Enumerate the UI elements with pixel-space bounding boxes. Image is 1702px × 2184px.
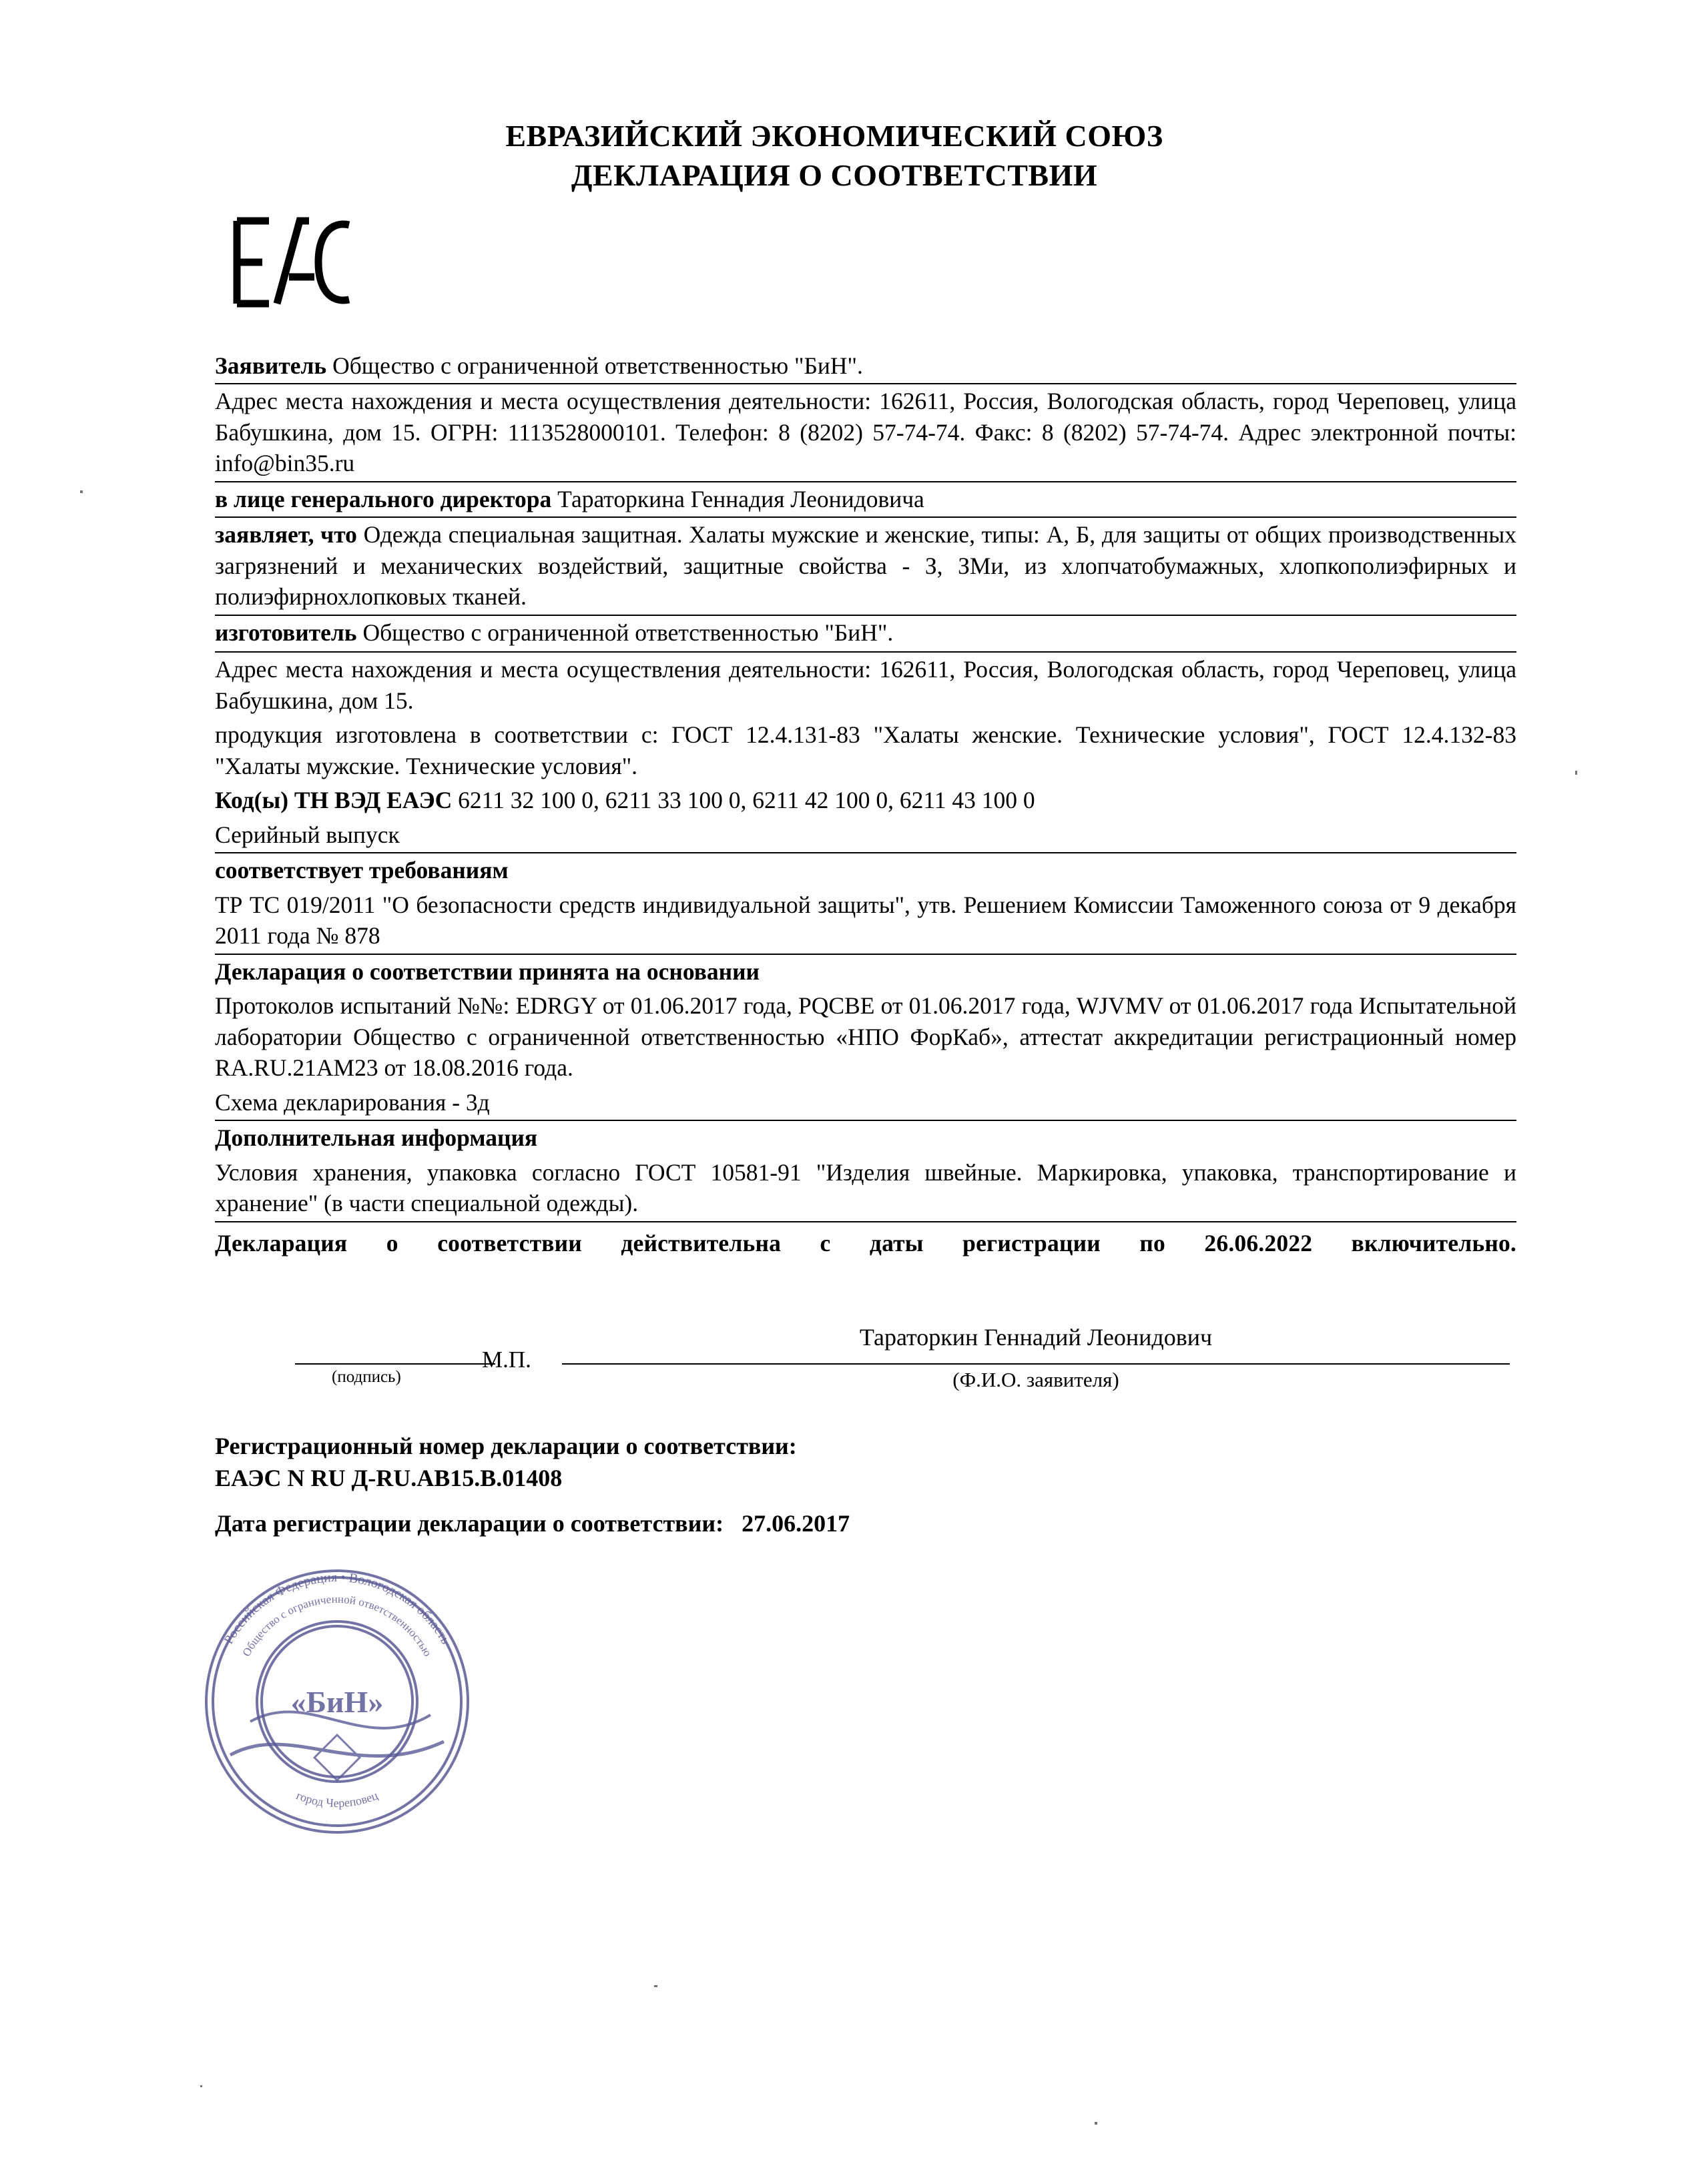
registration-number-value: ЕАЭС N RU Д-RU.AB15.B.01408 — [215, 1465, 563, 1492]
applicant-address: Адрес места нахождения и места осуществления деятельности: 162611, Россия, Вологодская область, город Череповец, улица Бабушкина, дом 15. ОГРН: 1113528000101. Телефон: 8 (8202) 57-74-74. Факс: 8 (8202) 57-74-74. Адрес электронной почты: info@bin35.ru — [215, 388, 1522, 477]
svg-text:«БиН»: «БиН» — [290, 1685, 384, 1719]
serial-value: Серийный выпуск — [215, 821, 400, 848]
serial-row — [215, 818, 1516, 854]
basis-value: Протоколов испытаний №№: EDRGY от 01.06.2017 года, PQCBE от 01.06.2017 года, WJVMV от 01.06.2017 года Испытательной лаборатории Общество с ограниченной ответственностью «НПО ФорКаб», аттестат аккредитации регистрационный номер RA.RU.21AM23 от 18.08.2016 года. — [215, 992, 1522, 1082]
document-title-line1: ЕВРАЗИЙСКИЙ ЭКОНОМИЧЕСКИЙ СОЮЗ — [505, 119, 1163, 153]
registration-number-label: Регистрационный номер декларации о соответствии: — [215, 1432, 797, 1459]
document-title-block — [93, 117, 1575, 196]
applicant-label: Заявитель — [215, 352, 327, 379]
product-description: Одежда специальная защитная. Халаты мужские и женские, типы: А, Б, для защиты от общих производственных загрязнений и механических воздействий, защитные свойства - З, ЗМи, из хлопчатобумажных, хлопкополиэфирных и полиэфирнохлопковых тканей. — [215, 521, 1522, 611]
scheme-row — [215, 1086, 1516, 1122]
stamp-abbreviation: М.П. — [482, 1346, 531, 1373]
declaration-body — [215, 349, 1522, 1537]
signature-caption: (подпись) — [332, 1367, 401, 1386]
manufacturer-label: изготовитель — [215, 619, 357, 646]
manufacturer-row — [215, 616, 1516, 651]
basis-value-row — [215, 989, 1522, 1086]
declaration-document-page — [0, 117, 1702, 2184]
scheme-value: Схема декларирования - 3д — [215, 1088, 490, 1116]
signer-name: Тараторкин Геннадий Леонидович — [859, 1323, 1213, 1351]
additional-info-value: Условия хранения, упаковка согласно ГОСТ 10581-91 "Изделия швейные. Маркировка, упаковка, транспортирование и хранение" (в части специальной одежды). — [215, 1158, 1522, 1217]
registration-block — [215, 1430, 1516, 1537]
svg-text:Общество с ограниченной ответс: Общество с ограниченной ответственностью — [240, 1592, 435, 1659]
validity-row: Декларация о соответствии действительна с даты регистрации по 26.06.2022 включительно. — [215, 1229, 1516, 1256]
conformity-value: ТР ТС 019/2011 "О безопасности средств индивидуальной защиты", утв. Решением Комиссии Таможенного союза от 9 декабря 2011 года № 878 — [215, 891, 1522, 950]
basis-label-row — [215, 955, 1516, 990]
manufacturer-address-row — [215, 653, 1522, 718]
company-round-stamp — [190, 1555, 484, 1848]
conformity-label: соответствует требованиям — [215, 857, 509, 884]
manufacturer-address: Адрес места нахождения и места осуществления деятельности: 162611, Россия, Вологодская область, город Череповец, улица Бабушкина, дом 15. — [215, 656, 1522, 714]
manufacturer-value: Общество с ограниченной ответственностью "БиН". — [362, 619, 894, 646]
registration-date-value: 27.06.2017 — [742, 1509, 850, 1537]
conformity-value-row — [215, 888, 1522, 955]
representative-value: Тараторкина Геннадия Леонидовича — [557, 485, 924, 512]
additional-label-row — [215, 1121, 1516, 1156]
signature-area — [215, 1266, 1516, 1410]
additional-value-row — [215, 1156, 1522, 1222]
document-title-line2: ДЕКЛАРАЦИЯ О СООТВЕТСТВИИ — [571, 157, 1098, 192]
tnved-value: 6211 32 100 0, 6211 33 100 0, 6211 42 100 0, 6211 43 100 0 — [458, 787, 1035, 814]
product-row — [215, 518, 1522, 616]
applicant-address-row — [215, 384, 1522, 482]
signer-line — [562, 1363, 1510, 1365]
applicant-row — [215, 349, 1516, 385]
svg-text:город Череповец: город Череповец — [294, 1788, 380, 1810]
standards-row — [215, 718, 1522, 783]
additional-info-label: Дополнительная информация — [215, 1124, 538, 1152]
svg-text:Российская Федерация • Вологод: Российская Федерация • Вологодская область — [221, 1569, 453, 1647]
eac-conformity-mark-icon — [230, 216, 357, 309]
registration-date-label: Дата регистрации декларации о соответствии: — [215, 1509, 724, 1537]
representative-row — [215, 482, 1516, 518]
tnved-row — [215, 783, 1516, 818]
registration-date-row — [215, 1509, 1516, 1537]
signer-caption: (Ф.И.О. заявителя) — [952, 1367, 1119, 1391]
standards-value: продукция изготовлена в соответствии с: ГОСТ 12.4.131-83 "Халаты женские. Технические условия", ГОСТ 12.4.132-83 "Халаты мужские. Технические условия". — [215, 721, 1522, 779]
signature-line — [295, 1363, 495, 1365]
tnved-label: Код(ы) ТН ВЭД ЕАЭС — [215, 787, 453, 814]
representative-label: в лице генерального директора — [215, 485, 552, 512]
declares-label: заявляет, что — [215, 521, 357, 549]
basis-label: Декларация о соответствии принята на основании — [215, 958, 760, 985]
applicant-value: Общество с ограниченной ответственностью "БиН". — [332, 352, 863, 379]
conformity-label-row — [215, 853, 1516, 888]
